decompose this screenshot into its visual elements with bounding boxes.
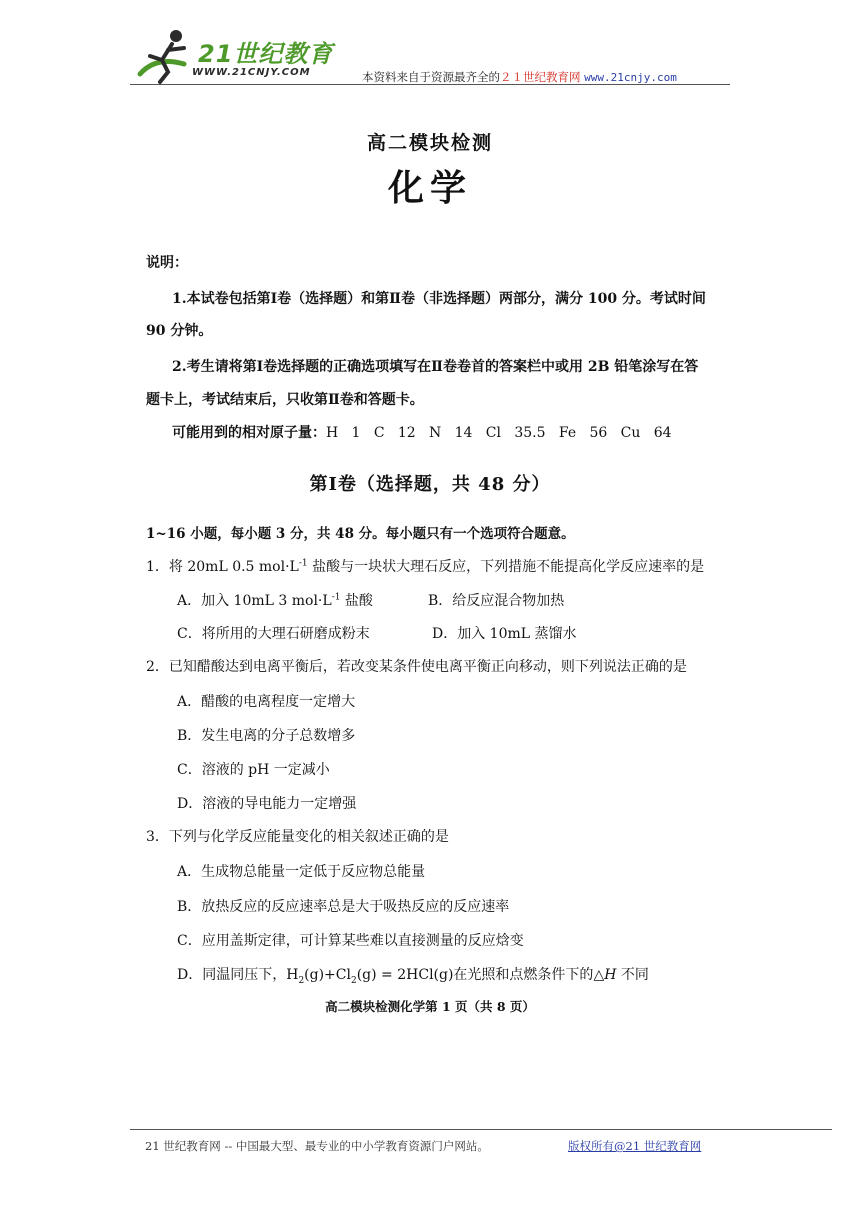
footer-copyright-link[interactable]: 版权所有@21 世纪教育网 <box>568 1139 702 1153</box>
q3-d-sub-1: 2 <box>298 975 305 986</box>
question-2-option-a: A．醋酸的电离程度一定增大 <box>177 694 356 710</box>
question-2-option-b: B．发生电离的分子总数增多 <box>177 728 356 744</box>
question-2-option-d: D．溶液的导电能力一定增强 <box>177 796 357 812</box>
q3-d-delta-h: △H <box>593 967 617 983</box>
question-3-option-a: A．生成物总能量一定低于反应物总能量 <box>177 864 426 880</box>
q1-a-part-a: A．加入 10mL 3 mol·L <box>177 593 332 609</box>
question-3-option-d <box>177 964 649 986</box>
q3-d-sub-2: 2 <box>350 975 357 986</box>
q1-stem-part-a: 1．将 20mL 0.5 mol·L <box>146 559 299 575</box>
q1-a-part-b: 盐酸 <box>340 593 373 609</box>
footer-site-description: 21 世纪教育网 -- 中国最大型、最专业的中小学教育资源门户网站。 <box>145 1139 489 1153</box>
footer-divider <box>130 1129 832 1130</box>
question-1-option-a <box>177 590 373 610</box>
logo-text: 21世纪教育 <box>198 40 334 68</box>
subject-title: 化学 <box>387 167 472 209</box>
question-3-option-b: B．放热反应的反应速率总是大于吸热反应的反应速率 <box>177 899 510 915</box>
section-1-title: 第Ⅰ卷（选择题，共 48 分） <box>309 474 551 495</box>
section-1-rule: 1~16 小题，每小题 3 分，共 48 分。每小题只有一个选项符合题意。 <box>146 526 575 542</box>
atomic-mass-values: H 1 C 12 N 14 Cl 35.5 Fe 56 Cu 64 <box>326 425 672 441</box>
question-1-stem <box>146 556 704 576</box>
atomic-mass-line <box>172 422 672 442</box>
q3-d-part-a: D．同温同压下，H <box>177 967 299 983</box>
exam-title: 高二模块检测 <box>366 132 493 154</box>
instruction-1-line-2: 90 分钟。 <box>146 323 213 339</box>
header-note <box>362 69 677 85</box>
q3-d-part-c: (g) = 2HCl(g)在光照和点燃条件下的 <box>356 967 594 983</box>
header-note-prefix: 本资料来自于资源最齐全的 <box>362 70 500 84</box>
q1-stem-sup: -1 <box>298 558 308 569</box>
q1-stem-part-b: 盐酸与一块状大理石反应，下列措施不能提高化学反应速率的是 <box>307 559 705 575</box>
question-1-option-d: D．加入 10mL 蒸馏水 <box>432 626 577 642</box>
question-1-option-c: C．将所用的大理石研磨成粉末 <box>177 626 370 642</box>
q3-d-part-e: 不同 <box>616 967 649 983</box>
question-3-stem: 3．下列与化学反应能量变化的相关叙述正确的是 <box>146 829 449 845</box>
header-note-url[interactable]: www.21cnjy.com <box>584 71 677 84</box>
logo-url: WWW.21CNJY.COM <box>192 67 311 78</box>
header-divider <box>130 84 730 85</box>
header-note-brand[interactable]: ２１世纪教育网 <box>500 70 581 84</box>
instruction-2-line-2: 题卡上，考试结束后，只收第Ⅱ卷和答题卡。 <box>146 392 424 408</box>
instruction-2-line-1: 2.考生请将第Ⅰ卷选择题的正确选项填写在Ⅱ卷卷首的答案栏中或用 2B 铅笔涂写在答 <box>172 359 699 375</box>
instructions-heading: 说明： <box>146 255 188 271</box>
page-number-footer: 高二模块检测化学第 1 页（共 8 页） <box>325 999 535 1014</box>
question-2-option-c: C．溶液的 pH 一定减小 <box>177 762 330 778</box>
question-3-option-c: C．应用盖斯定律，可计算某些难以直接测量的反应焓变 <box>177 933 524 949</box>
atomic-mass-label: 可能用到的相对原子量： <box>172 425 326 441</box>
q1-a-sup: -1 <box>331 592 341 603</box>
question-1-option-b: B．给反应混合物加热 <box>428 593 565 609</box>
question-2-stem: 2．已知醋酸达到电离平衡后，若改变某条件使电离平衡正向移动，则下列说法正确的是 <box>146 659 687 675</box>
q3-d-part-b: (g)+Cl <box>304 967 351 983</box>
instruction-1-line-1: 1.本试卷包括第Ⅰ卷（选择题）和第Ⅱ卷（非选择题）两部分，满分 100 分。考试时间 <box>172 291 706 307</box>
